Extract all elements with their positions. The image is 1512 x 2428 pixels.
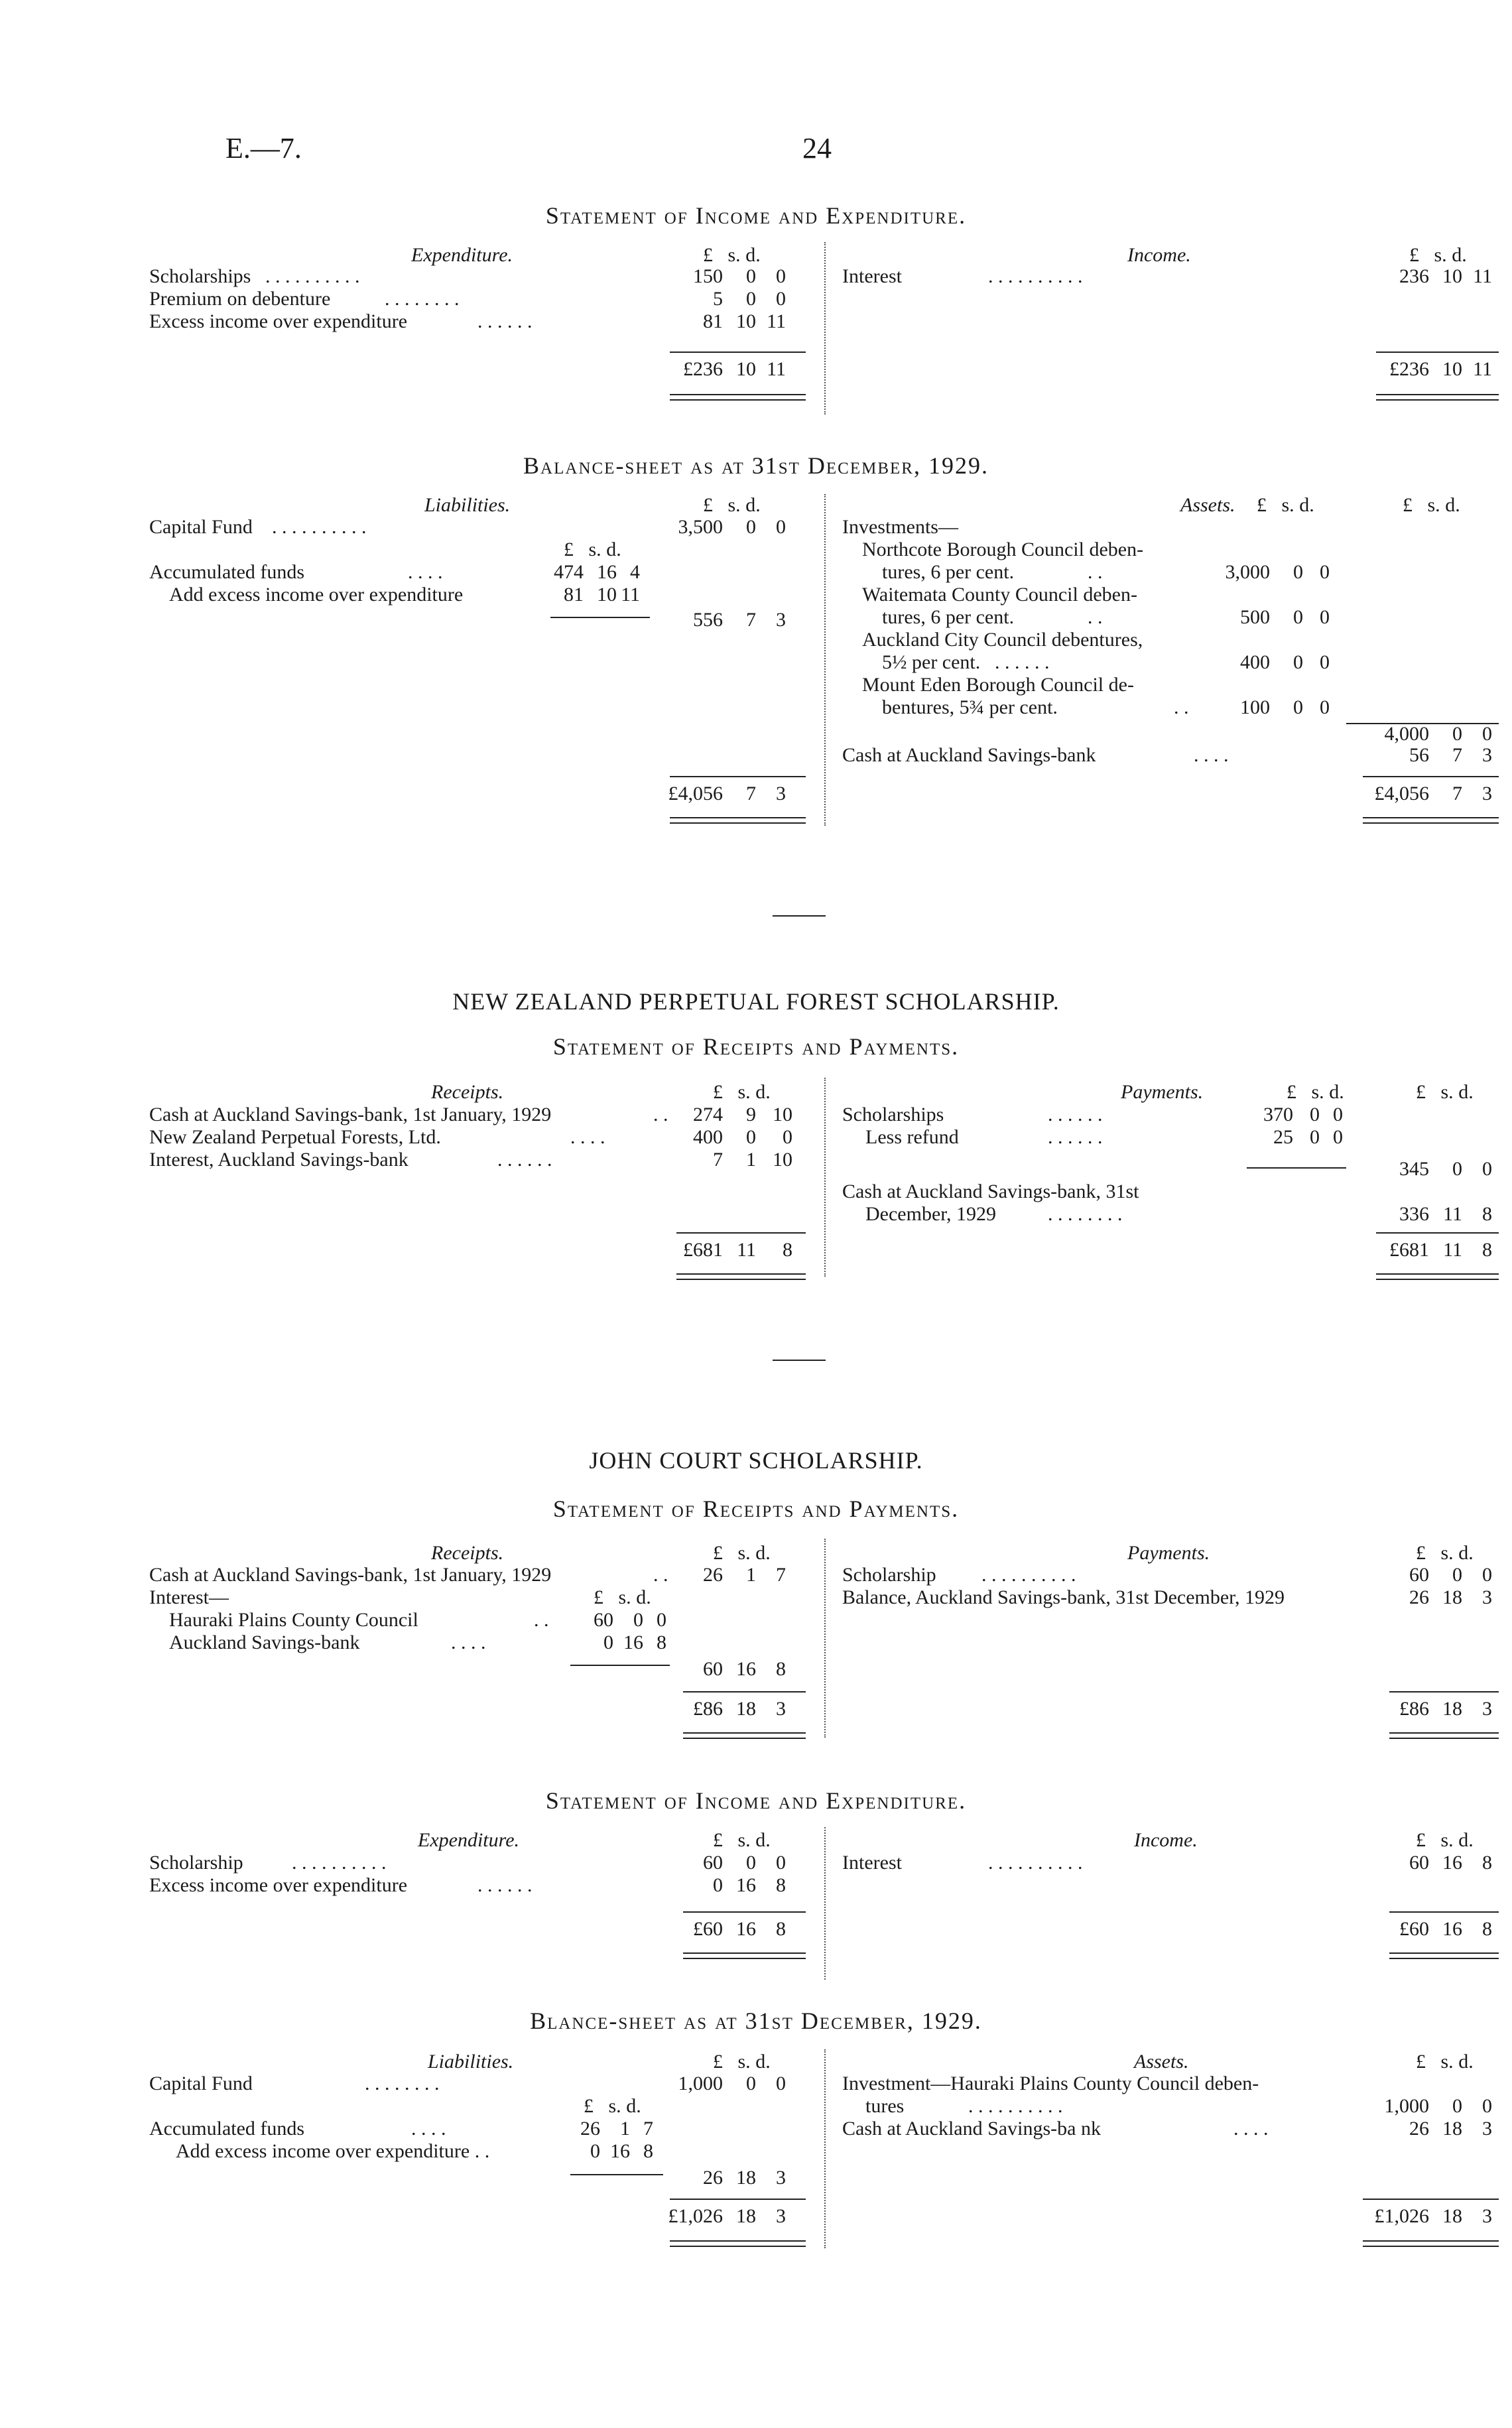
s6-val: 8: [643, 2140, 653, 2162]
s4-val: 0: [1482, 1564, 1492, 1586]
s3-val: 7: [713, 1149, 723, 1171]
s6-val: 3: [1482, 2118, 1492, 2140]
s5-rule: [683, 1911, 806, 1913]
s2-val: 0: [776, 516, 786, 538]
s4-sub-lsd-header: £ s. d.: [594, 1586, 651, 1608]
s1-val: 10: [736, 310, 756, 332]
s6-left-total: £1,026: [668, 2205, 723, 2227]
s4-scholarship: Scholarship: [842, 1564, 936, 1586]
s4-divider: [824, 1539, 826, 1738]
s5-lsd-header: £ s. d.: [713, 1829, 771, 1851]
s2-val: 4,000: [1384, 723, 1429, 745]
s2-val: 3: [1482, 783, 1492, 804]
s2-val: 400: [1240, 651, 1270, 673]
s5-val: 8: [1482, 1918, 1492, 1940]
s2-val: 100: [1240, 696, 1270, 718]
s4-val: 60: [594, 1609, 613, 1631]
s3-title: Statement of Receipts and Payments.: [552, 1033, 960, 1060]
s5-val: 16: [736, 1918, 756, 1940]
s4-val: 60: [703, 1658, 723, 1680]
leader-dots: . . . . . . . . . .: [968, 2095, 1063, 2117]
s3-row-cash: Cash at Auckland Savings-bank, 1st January, 1929: [149, 1104, 552, 1125]
s3-rule: [1376, 1232, 1499, 1234]
s6-rule: [570, 2174, 663, 2175]
s3-divider: [824, 1078, 826, 1277]
s2-rule: [1363, 776, 1499, 777]
s3-val: 0: [1310, 1104, 1320, 1125]
s1-val: 236: [1399, 265, 1429, 287]
s1-val: 0: [776, 265, 786, 287]
s4-heading: JOHN COURT SCHOLARSHIP.: [589, 1447, 923, 1474]
s1-row-premium: Premium on debenture: [149, 288, 331, 310]
leader-dots: . .: [534, 1609, 549, 1631]
s5-row-scholarship: Scholarship: [149, 1852, 243, 1874]
s6-val: 3: [776, 2205, 786, 2227]
s6-val: 18: [1442, 2205, 1462, 2227]
s3-rule: [676, 1273, 806, 1280]
s2-val: 4: [630, 561, 640, 583]
s3-row-nz-forests: New Zealand Perpetual Forests, Ltd.: [149, 1126, 441, 1148]
s4-val: 26: [1409, 1586, 1429, 1608]
leader-dots: . .: [1088, 606, 1103, 628]
leader-dots: . . . . . . . . . .: [292, 1852, 387, 1874]
s2-capital-fund: Capital Fund: [149, 516, 253, 538]
s2-val: 81: [564, 584, 584, 606]
s2-val: 16: [597, 561, 617, 583]
s1-row-scholarships: Scholarships: [149, 265, 251, 287]
s2-add-excess: Add excess income over expenditure: [169, 584, 464, 606]
s2-title: Balance-sheet as at 31st December, 1929.: [523, 452, 989, 479]
s5-val: 16: [1442, 1852, 1462, 1874]
s4-val: 8: [657, 1631, 666, 1653]
s3-rule: [1247, 1167, 1346, 1169]
s3-heading: NEW ZEALAND PERPETUAL FOREST SCHOLARSHIP.: [452, 988, 1060, 1015]
leader-dots: . . . .: [411, 2118, 446, 2140]
section-separator: [773, 915, 826, 917]
s6-add-excess: Add excess income over expenditure . .: [176, 2140, 490, 2162]
s3-row-interest: Interest, Auckland Savings-bank: [149, 1149, 409, 1171]
s4-val: 16: [736, 1658, 756, 1680]
s6-val: 0: [590, 2140, 600, 2162]
s2-liabilities-heading: Liabilities.: [424, 494, 511, 516]
s2-val: 3,000: [1225, 561, 1270, 583]
s3-payments-heading: Payments.: [1121, 1081, 1204, 1103]
s5-rule: [683, 1952, 806, 1959]
s6-val: 26: [703, 2167, 723, 2189]
s4-val: 1: [746, 1564, 756, 1586]
s6-val: 7: [643, 2118, 653, 2140]
s6-acc-lsd-header: £ s. d.: [584, 2095, 641, 2117]
s5-lsd-header-right: £ s. d.: [1416, 1829, 1474, 1851]
s2-val: 0: [1482, 723, 1492, 745]
leader-dots: . .: [1088, 561, 1103, 583]
s6-val: 3: [776, 2167, 786, 2189]
s6-val: 18: [736, 2167, 756, 2189]
s2-val: 0: [1320, 651, 1330, 673]
leader-dots: . . . . . .: [477, 310, 533, 332]
s2-val: 474: [554, 561, 584, 583]
s6-val: 0: [1452, 2095, 1462, 2117]
s5-title: Statement of Income and Expenditure.: [545, 1787, 967, 1814]
leader-dots: . .: [653, 1564, 668, 1586]
s1-expenditure-heading: Expenditure.: [411, 244, 513, 266]
s4-val: 3: [776, 1698, 786, 1720]
s1-val: 5: [713, 288, 723, 310]
s2-inv-line2: tures, 6 per cent.: [882, 606, 1015, 628]
s4-rule: [683, 1732, 806, 1739]
s6-lsd-header: £ s. d.: [713, 2051, 771, 2073]
s5-val: 60: [1409, 1852, 1429, 1874]
s1-val: 11: [767, 358, 786, 380]
s1-val: 10: [736, 358, 756, 380]
s2-divider: [824, 494, 826, 826]
s5-divider: [824, 1827, 826, 1980]
s4-val: 60: [1409, 1564, 1429, 1586]
s2-val: 3: [776, 609, 786, 631]
s4-row-cash: Cash at Auckland Savings-bank, 1st January, 1929: [149, 1564, 552, 1586]
s3-lsd-header-inner: £ s. d.: [1287, 1081, 1344, 1103]
s1-rule: [670, 394, 806, 401]
s4-val: 16: [623, 1631, 643, 1653]
s2-inv-auckland: Auckland City Council debentures,: [862, 629, 1143, 651]
s4-val: 7: [776, 1564, 786, 1586]
s1-val: 10: [1442, 358, 1462, 380]
s2-val: 3: [1482, 744, 1492, 766]
s1-rule: [1376, 394, 1499, 401]
s2-inv-line2: tures, 6 per cent.: [882, 561, 1015, 583]
s6-liabilities-heading: Liabilities.: [428, 2051, 514, 2073]
s5-val: 0: [713, 1874, 723, 1896]
s2-val: 7: [1452, 744, 1462, 766]
s3-val: 0: [1310, 1126, 1320, 1148]
s4-rule: [1389, 1732, 1499, 1739]
s1-val: 150: [693, 265, 723, 287]
s4-val: 18: [736, 1698, 756, 1720]
s4-val: 0: [633, 1609, 643, 1631]
s3-val: 10: [773, 1104, 792, 1125]
s1-divider: [824, 242, 826, 415]
s6-assets-heading: Assets.: [1134, 2051, 1189, 2073]
s6-val: 18: [1442, 2118, 1462, 2140]
s6-lsd-header-right: £ s. d.: [1416, 2051, 1474, 2073]
s4-right-total: £86: [1399, 1698, 1429, 1720]
s5-row-interest: Interest: [842, 1852, 902, 1874]
leader-dots: . . . .: [451, 1631, 486, 1653]
s1-val: 0: [746, 288, 756, 310]
s5-val: 60: [703, 1852, 723, 1874]
s2-val: 3: [776, 783, 786, 804]
s2-val: 500: [1240, 606, 1270, 628]
s5-val: 8: [776, 1918, 786, 1940]
s2-rule: [550, 617, 650, 618]
s6-capital-fund: Capital Fund: [149, 2073, 253, 2094]
page-number: 24: [802, 132, 832, 164]
s2-lsd-header-outer: £ s. d.: [1403, 494, 1460, 516]
s2-lsd-header-inner: £ s. d.: [1257, 494, 1314, 516]
leader-dots: . .: [1174, 696, 1189, 718]
s3-val: 345: [1399, 1158, 1429, 1180]
leader-dots: . . . . . . . .: [365, 2073, 440, 2094]
s2-inv-line2: 5½ per cent.: [882, 651, 981, 673]
leader-dots: . . . . . .: [995, 651, 1050, 673]
s6-val: 1,000: [678, 2073, 723, 2094]
s2-val: 7: [746, 783, 756, 804]
s3-rule: [1376, 1273, 1499, 1280]
s1-val: 11: [1473, 358, 1492, 380]
s6-investment-line2: tures: [865, 2095, 905, 2117]
s2-rule: [670, 776, 806, 777]
s2-val: 556: [693, 609, 723, 631]
s6-val: 0: [1482, 2095, 1492, 2117]
s6-right-total: £1,026: [1374, 2205, 1429, 2227]
s3-lsd-header: £ s. d.: [713, 1081, 771, 1103]
s4-interest-savings: Auckland Savings-bank: [169, 1631, 360, 1653]
s2-investments-label: Investments—: [842, 516, 958, 538]
s5-row-excess: Excess income over expenditure: [149, 1874, 408, 1896]
s5-expenditure-heading: Expenditure.: [418, 1829, 520, 1851]
s3-val: 8: [1482, 1203, 1492, 1225]
s1-lsd-header: £ s. d.: [703, 244, 761, 266]
s4-val: 0: [603, 1631, 613, 1653]
leader-dots: . . . . . . . . . .: [272, 516, 367, 538]
s3-val: 8: [1482, 1239, 1492, 1261]
s4-receipts-heading: Receipts.: [431, 1542, 504, 1564]
s3-cash-line1: Cash at Auckland Savings-bank, 31st: [842, 1181, 1139, 1202]
s3-val: 1: [746, 1149, 756, 1171]
s4-lsd-header: £ s. d.: [713, 1542, 771, 1564]
s4-left-total: £86: [693, 1698, 723, 1720]
s3-val: 0: [1333, 1126, 1343, 1148]
s1-val: 11: [1473, 265, 1492, 287]
s5-val: 8: [1482, 1852, 1492, 1874]
s2-val: 3,500: [678, 516, 723, 538]
s2-val: 0: [1452, 723, 1462, 745]
s1-val: 0: [776, 288, 786, 310]
s6-investment-line1: Investment—Hauraki Plains County Council deben-: [842, 2073, 1259, 2094]
s1-val: 10: [1442, 265, 1462, 287]
s3-val: 11: [1443, 1203, 1462, 1225]
s5-val: 8: [776, 1874, 786, 1896]
s3-val: 8: [783, 1239, 792, 1261]
leader-dots: . . . . . .: [497, 1149, 552, 1171]
s6-val: 26: [1409, 2118, 1429, 2140]
s4-val: 8: [776, 1658, 786, 1680]
s2-val: 11: [621, 584, 640, 606]
s1-val: 11: [767, 310, 786, 332]
s2-left-total: £4,056: [668, 783, 723, 804]
s3-val: 9: [746, 1104, 756, 1125]
leader-dots: . . . .: [1194, 744, 1229, 766]
section-separator: [773, 1360, 826, 1361]
s5-val: 0: [746, 1852, 756, 1874]
s6-val: 16: [610, 2140, 630, 2162]
s3-right-total: £681: [1389, 1239, 1429, 1261]
s2-inv-line2: bentures, 5¾ per cent.: [882, 696, 1058, 718]
s6-val: 0: [746, 2073, 756, 2094]
s2-inv-waitemata: Waitemata County Council deben-: [862, 584, 1137, 606]
s2-rule: [1363, 817, 1499, 824]
s2-assets-heading: Assets.: [1180, 494, 1235, 516]
s2-inv-northcote: Northcote Borough Council deben-: [862, 539, 1144, 560]
leader-dots: . . . . . . . . . .: [988, 265, 1083, 287]
s2-val: 0: [1320, 561, 1330, 583]
leader-dots: . . . .: [1233, 2118, 1269, 2140]
s6-rule: [670, 2199, 806, 2200]
s2-val: 0: [1293, 651, 1303, 673]
s6-cash: Cash at Auckland Savings-ba nk: [842, 2118, 1101, 2140]
s4-val: 3: [1482, 1698, 1492, 1720]
s4-interest-label: Interest—: [149, 1586, 229, 1608]
s6-divider: [824, 2049, 826, 2248]
s2-val: 56: [1409, 744, 1429, 766]
s3-receipts-heading: Receipts.: [431, 1081, 504, 1103]
s3-val: 11: [737, 1239, 756, 1261]
s3-val: 336: [1399, 1203, 1429, 1225]
s3-scholarships: Scholarships: [842, 1104, 944, 1125]
s6-val: 3: [1482, 2205, 1492, 2227]
s1-val: 0: [746, 265, 756, 287]
s4-val: 18: [1442, 1586, 1462, 1608]
s1-val: 81: [703, 310, 723, 332]
s1-rule: [670, 351, 806, 353]
s5-income-heading: Income.: [1134, 1829, 1198, 1851]
leader-dots: . . . . . .: [1048, 1104, 1103, 1125]
s6-val: 1,000: [1384, 2095, 1429, 2117]
s4-rule: [683, 1691, 806, 1693]
s5-right-total: £60: [1399, 1918, 1429, 1940]
s1-rule: [1376, 351, 1499, 353]
s4-rule: [1389, 1691, 1499, 1693]
s1-row-excess: Excess income over expenditure: [149, 310, 408, 332]
s2-val: 0: [1320, 606, 1330, 628]
s5-left-total: £60: [693, 1918, 723, 1940]
s2-val: 7: [746, 609, 756, 631]
page-reference: E.—7.: [225, 132, 302, 164]
s4-title: Statement of Receipts and Payments.: [552, 1496, 960, 1522]
s6-title: Blance-sheet as at 31st December, 1929.: [530, 2008, 982, 2034]
leader-dots: . . . . . . . .: [1048, 1203, 1123, 1225]
s6-val: 26: [580, 2118, 600, 2140]
s1-right-total: £236: [1389, 358, 1429, 380]
s5-rule: [1389, 1911, 1499, 1913]
leader-dots: . . . . . .: [477, 1874, 533, 1896]
leader-dots: . . . . . . . . . .: [265, 265, 360, 287]
s3-lsd-header-outer: £ s. d.: [1416, 1081, 1474, 1103]
s3-left-total: £681: [683, 1239, 723, 1261]
s3-val: 0: [783, 1126, 792, 1148]
s6-val: 1: [620, 2118, 630, 2140]
s3-val: 400: [693, 1126, 723, 1148]
s4-val: 26: [703, 1564, 723, 1586]
s3-less-refund: Less refund: [865, 1126, 959, 1148]
s1-title: Statement of Income and Expenditure.: [545, 202, 967, 229]
s5-val: 16: [736, 1874, 756, 1896]
s2-accumulated-funds: Accumulated funds: [149, 561, 305, 583]
s3-val: 0: [1482, 1158, 1492, 1180]
s3-val: 11: [1443, 1239, 1462, 1261]
s1-income-heading: Income.: [1127, 244, 1191, 266]
s6-accumulated-funds: Accumulated funds: [149, 2118, 305, 2140]
s2-cash: Cash at Auckland Savings-bank: [842, 744, 1096, 766]
s4-val: 0: [1452, 1564, 1462, 1586]
s6-rule: [1363, 2199, 1499, 2200]
s2-inv-mount-eden: Mount Eden Borough Council de-: [862, 674, 1134, 696]
s4-interest-hauraki: Hauraki Plains County Council: [169, 1609, 418, 1631]
leader-dots: . . . . . . . . . .: [981, 1564, 1076, 1586]
s2-val: 0: [746, 516, 756, 538]
s6-rule: [1363, 2240, 1499, 2247]
leader-dots: . . . . . . . .: [385, 288, 460, 310]
s4-val: 0: [657, 1609, 666, 1631]
s4-lsd-header-right: £ s. d.: [1416, 1542, 1474, 1564]
s1-lsd-header-right: £ s. d.: [1409, 244, 1467, 266]
leader-dots: . . . . . . . . . .: [988, 1852, 1083, 1874]
s2-lsd-header: £ s. d.: [703, 494, 761, 516]
s3-rule: [676, 1232, 806, 1234]
s2-right-total: £4,056: [1374, 783, 1429, 804]
s3-val: 0: [1333, 1104, 1343, 1125]
s4-val: 18: [1442, 1698, 1462, 1720]
s1-left-total: £236: [683, 358, 723, 380]
s1-row-interest: Interest: [842, 265, 902, 287]
s4-balance: Balance, Auckland Savings-bank, 31st December, 1929: [842, 1586, 1285, 1608]
s6-val: 18: [736, 2205, 756, 2227]
s5-val: 0: [776, 1852, 786, 1874]
s6-val: 0: [776, 2073, 786, 2094]
s2-val: 0: [1293, 696, 1303, 718]
s6-rule: [670, 2240, 806, 2247]
s2-acc-lsd-header: £ s. d.: [564, 539, 621, 560]
s4-val: 3: [1482, 1586, 1492, 1608]
s5-val: 16: [1442, 1918, 1462, 1940]
s2-val: 0: [1293, 561, 1303, 583]
s2-val: 7: [1452, 783, 1462, 804]
s2-rule: [670, 817, 806, 824]
leader-dots: . . . . . .: [1048, 1126, 1103, 1148]
s5-rule: [1389, 1952, 1499, 1959]
s3-val: 10: [773, 1149, 792, 1171]
s3-val: 370: [1263, 1104, 1293, 1125]
s2-val: 10: [597, 584, 617, 606]
s2-val: 0: [1320, 696, 1330, 718]
leader-dots: . . . .: [408, 561, 443, 583]
s3-val: 0: [746, 1126, 756, 1148]
s3-cash-line2: December, 1929: [865, 1203, 997, 1225]
s3-val: 0: [1452, 1158, 1462, 1180]
leader-dots: . .: [653, 1104, 668, 1125]
s2-val: 0: [1293, 606, 1303, 628]
s3-val: 274: [693, 1104, 723, 1125]
s4-rule: [570, 1665, 670, 1666]
s4-payments-heading: Payments.: [1127, 1542, 1210, 1564]
leader-dots: . . . .: [570, 1126, 605, 1148]
s3-val: 25: [1273, 1126, 1293, 1148]
